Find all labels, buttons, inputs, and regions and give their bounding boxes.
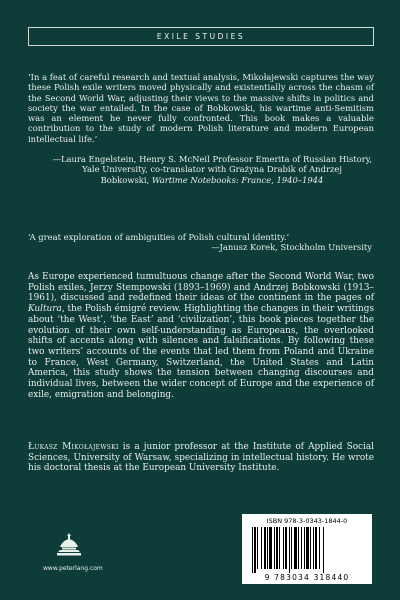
- barcode-bar: [323, 527, 324, 573]
- series-title: EXILE STUDIES: [156, 32, 246, 41]
- barcode-bar: [291, 527, 292, 569]
- barcode-bar: [319, 527, 320, 569]
- endorsement-quote-2: ‘A great exploration of ambiguities of Polish cultural identity.’: [28, 232, 290, 242]
- barcode-bar: [304, 527, 305, 569]
- barcode-bar: [274, 527, 275, 569]
- attribution-line-1: —Laura Engelstein, Henry S. McNeil Professor Emerita of Russian History,: [52, 154, 372, 164]
- peter-lang-logo: [54, 530, 84, 560]
- isbn-label: ISBN 978-3-0343-1844-0: [266, 517, 348, 525]
- attribution-book-title: Wartime Notebooks: France, 1940–1944: [151, 174, 324, 185]
- barcode-bar: [285, 527, 287, 569]
- barcode-bar: [254, 527, 256, 573]
- barcode-bar: [315, 527, 317, 569]
- barcode-bar: [313, 527, 314, 569]
- barcode-bar: [269, 527, 272, 569]
- description-text-1: As Europe experienced tumultuous change after the Second World War, two Polish exiles, Jerzy Stempowski (1893–1969) and Andrzej Bobkowski (1913–1961), discussed and redefined their ideas of the continent in the pages of: [28, 272, 374, 304]
- barcode-bar: [289, 527, 290, 573]
- author-bio-text: is a junior professor at the Institute of Applied Social Sciences, University of Warsaw, specializing in intellectual history. He wrote his doctoral thesis at the European University Institute.: [28, 442, 374, 474]
- author-bio: [28, 442, 374, 474]
- barcode-bar: [276, 527, 278, 569]
- barcode-number: 9 783034 318440: [264, 573, 350, 582]
- barcode-bar: [294, 527, 297, 569]
- endorsement-quote-1: ‘In a feat of careful research and textual analysis, Mikołajewski captures the way these Polish exile writers moved physically and existentially across the chasm of the Second World War, adjusting their views to the massive shifts in politics and society the war entailed. In the case of Bobkowski, his wartime anti-Semitism was an element he never fully confronted. This book makes a valuable contribution to the study of modern Polish literature and modern European intellectual life.’: [28, 72, 374, 144]
- publisher-url: www.peterlang.com: [43, 565, 103, 572]
- barcode-bar: [252, 527, 253, 573]
- attribution-author-name: Bobkowski,: [100, 174, 152, 185]
- barcode-bar: [310, 527, 311, 569]
- barcode-bar: [279, 527, 280, 569]
- barcode-bars: [250, 527, 364, 573]
- endorsement-attribution-1: [52, 154, 372, 185]
- barcode-bar: [283, 527, 284, 569]
- description-text-2: , the Polish émigré review. Highlighting the changes in their writings about ‘the West’, ‘the East’ and ‘civilization’, this book pieces together the evolution of their own self-understanding as Europeans, the overlooked shifts of accents along with silences and falsifications. By following these two writers’ accounts of the events that led them from Poland and Ukraine to France, West Germany, Switzerland, the United States and Latin America, this study shows the tension between changing discourses and individual lives, between the wider concept of Europe and the experience of exile, emigration and belonging.: [28, 304, 374, 400]
- series-banner: [28, 27, 374, 46]
- barcode-bar: [301, 527, 302, 569]
- author-name: Łukasz Mikołajewski: [28, 442, 119, 452]
- barcode-bar: [306, 527, 309, 569]
- barcode-bar: [267, 527, 268, 569]
- attribution-line-3: [52, 175, 372, 185]
- barcode-bar: [298, 527, 299, 569]
- barcode-bar: [257, 527, 258, 569]
- attribution-line-2: Yale University, co-translator with Grażyna Drabik of Andrzej: [82, 164, 342, 175]
- journal-title: Kultura: [28, 304, 62, 315]
- endorsement-attribution-2: —Janusz Korek, Stockholm University: [211, 242, 372, 252]
- barcode: [242, 514, 372, 584]
- barcode-bar: [264, 527, 266, 569]
- barcode-bar: [261, 527, 262, 569]
- book-description: [28, 272, 374, 400]
